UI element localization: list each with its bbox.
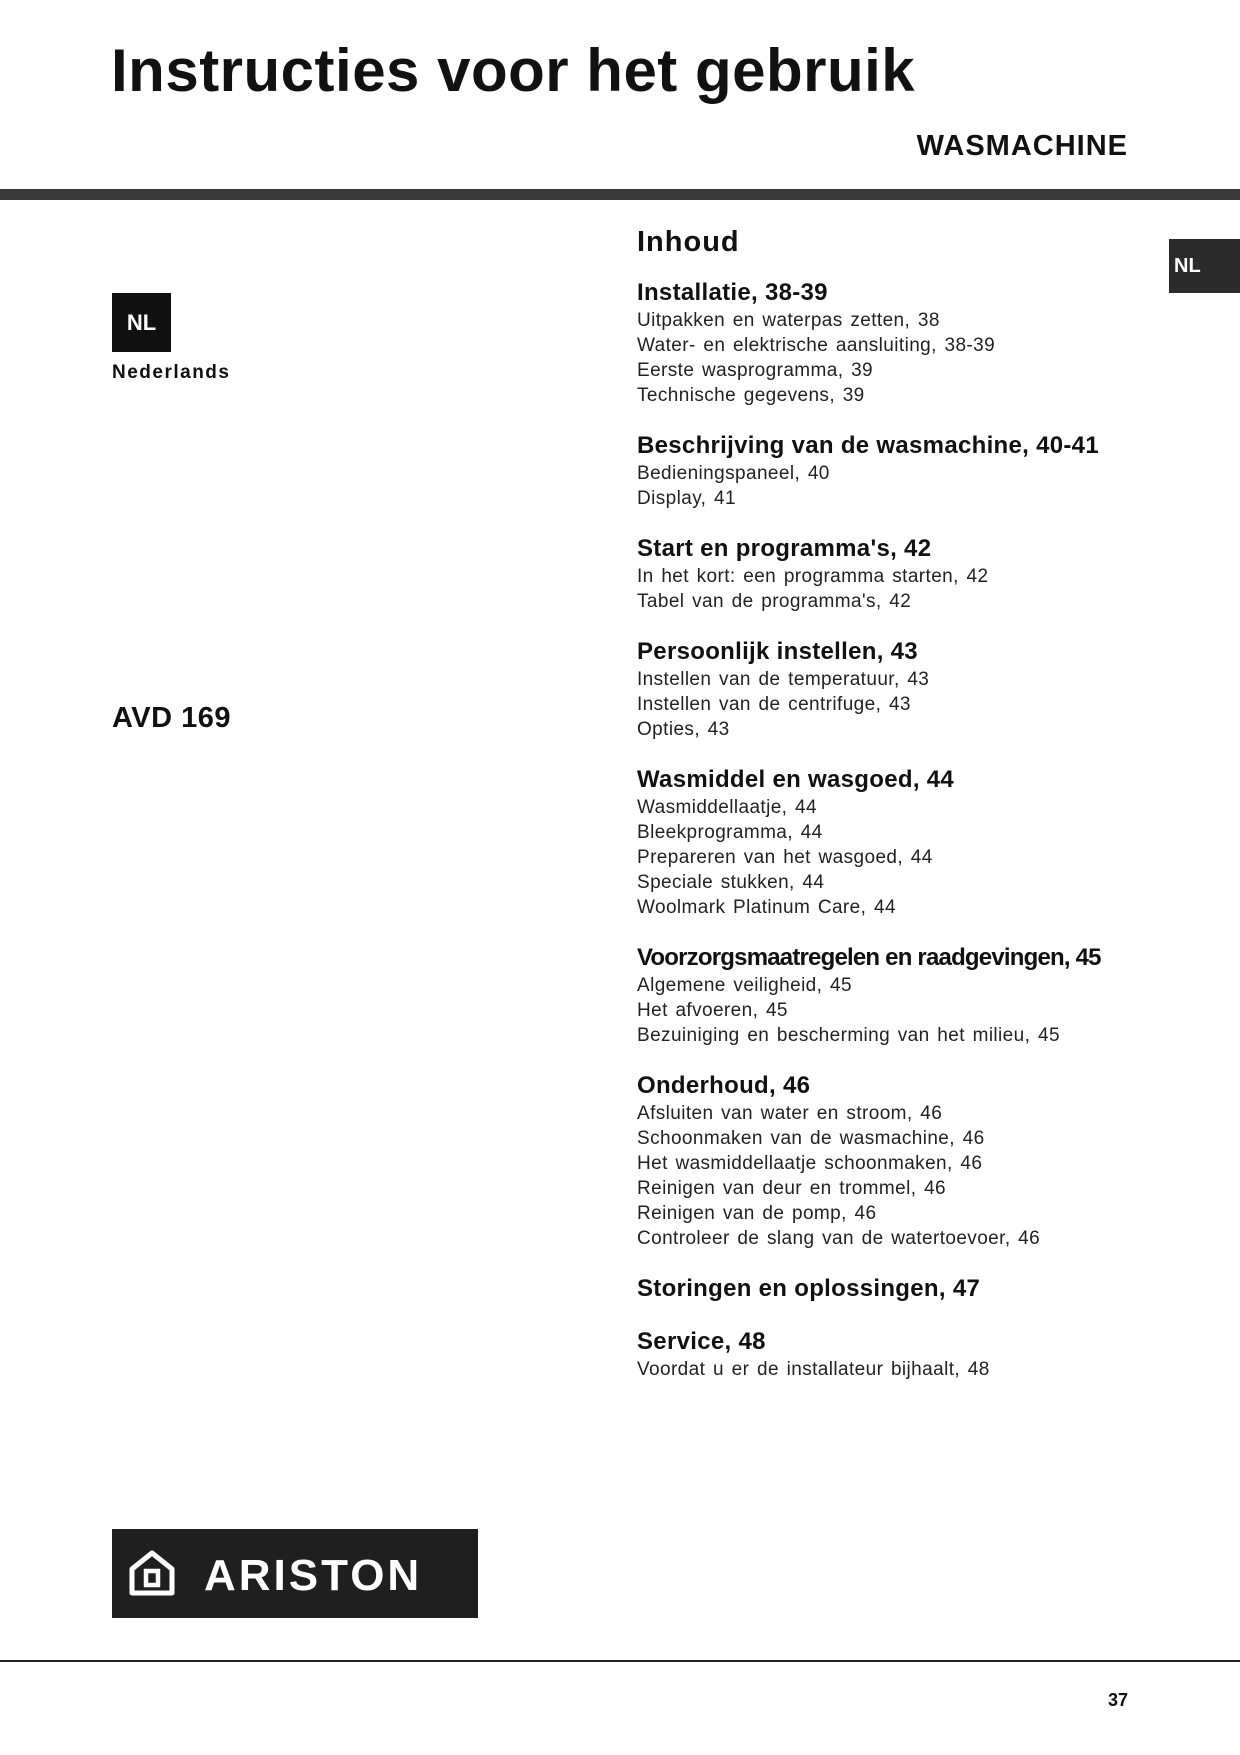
- toc-section-title: Onderhoud, 46: [637, 1072, 811, 1099]
- toc-item: Het afvoeren, 45: [637, 1000, 788, 1021]
- toc-section-title: Installatie, 38-39: [637, 279, 828, 306]
- toc-item: Controleer de slang van de watertoevoer, 46: [637, 1228, 1041, 1249]
- toc-section-title: Start en programma's, 42: [637, 535, 932, 562]
- product-type: WASMACHINE: [916, 130, 1128, 162]
- language-code-badge: NL: [112, 293, 171, 352]
- toc-item: Prepareren van het wasgoed, 44: [637, 847, 933, 868]
- toc-section: [637, 943, 1157, 1048]
- toc-item: Bleekprogramma, 44: [637, 822, 823, 843]
- toc-item: Water- en elektrische aansluiting, 38-39: [637, 335, 996, 356]
- toc-section: [637, 1327, 1157, 1382]
- toc-section: [637, 534, 1157, 614]
- toc-item: Reinigen van deur en trommel, 46: [637, 1178, 947, 1199]
- table-of-contents: [637, 226, 1157, 1405]
- toc-item: Reinigen van de pomp, 46: [637, 1203, 877, 1224]
- toc-item: Technische gegevens, 39: [637, 385, 865, 406]
- toc-item: Het wasmiddellaatje schoonmaken, 46: [637, 1153, 983, 1174]
- toc-section-title: Storingen en oplossingen, 47: [637, 1275, 981, 1302]
- toc-section: [637, 278, 1157, 408]
- toc-section-title: Service, 48: [637, 1328, 766, 1355]
- toc-item: Display, 41: [637, 488, 736, 509]
- toc-item: Opties, 43: [637, 719, 730, 740]
- toc-section-title: Persoonlijk instellen, 43: [637, 638, 918, 665]
- toc-section: [637, 1071, 1157, 1251]
- toc-section: [637, 1274, 1157, 1304]
- model-number: AVD 169: [112, 702, 232, 734]
- page-title: Instructies voor het gebruik: [111, 37, 916, 104]
- toc-item: Eerste wasprogramma, 39: [637, 360, 874, 381]
- toc-item: Instellen van de centrifuge, 43: [637, 694, 911, 715]
- toc-item: Woolmark Platinum Care, 44: [637, 897, 896, 918]
- toc-section-title: Beschrijving van de wasmachine, 40-41: [637, 432, 1099, 459]
- toc-section-title: Voorzorgsmaatregelen en raadgevingen, 45: [637, 944, 1101, 971]
- side-tab-label: NL: [1174, 255, 1201, 277]
- toc-item: Wasmiddellaatje, 44: [637, 797, 817, 818]
- toc-section: [637, 637, 1157, 742]
- toc-item: Bedieningspaneel, 40: [637, 463, 830, 484]
- toc-item: In het kort: een programma starten, 42: [637, 566, 989, 587]
- language-name: Nederlands: [112, 362, 231, 383]
- toc-item: Speciale stukken, 44: [637, 872, 825, 893]
- toc-item: Instellen van de temperatuur, 43: [637, 669, 930, 690]
- toc-item: Algemene veiligheid, 45: [637, 975, 852, 996]
- brand-name: ARISTON: [204, 1551, 423, 1600]
- toc-item: Bezuiniging en bescherming van het milieu, 45: [637, 1025, 1060, 1046]
- toc-section: [637, 765, 1157, 920]
- house-icon: [128, 1549, 176, 1597]
- toc-heading: Inhoud: [637, 226, 740, 258]
- toc-item: Voordat u er de installateur bijhaalt, 48: [637, 1359, 990, 1380]
- brand-logo: [112, 1529, 478, 1618]
- footer-rule: [0, 1660, 1240, 1662]
- toc-section: [637, 431, 1157, 511]
- toc-item: Tabel van de programma's, 42: [637, 591, 912, 612]
- language-side-tab: [1169, 239, 1240, 293]
- toc-item: Afsluiten van water en stroom, 46: [637, 1103, 943, 1124]
- toc-section-title: Wasmiddel en wasgoed, 44: [637, 766, 955, 793]
- header-rule: [0, 189, 1240, 200]
- toc-item: Uitpakken en waterpas zetten, 38: [637, 310, 940, 331]
- page-number: 37: [1107, 1690, 1128, 1710]
- toc-item: Schoonmaken van de wasmachine, 46: [637, 1128, 985, 1149]
